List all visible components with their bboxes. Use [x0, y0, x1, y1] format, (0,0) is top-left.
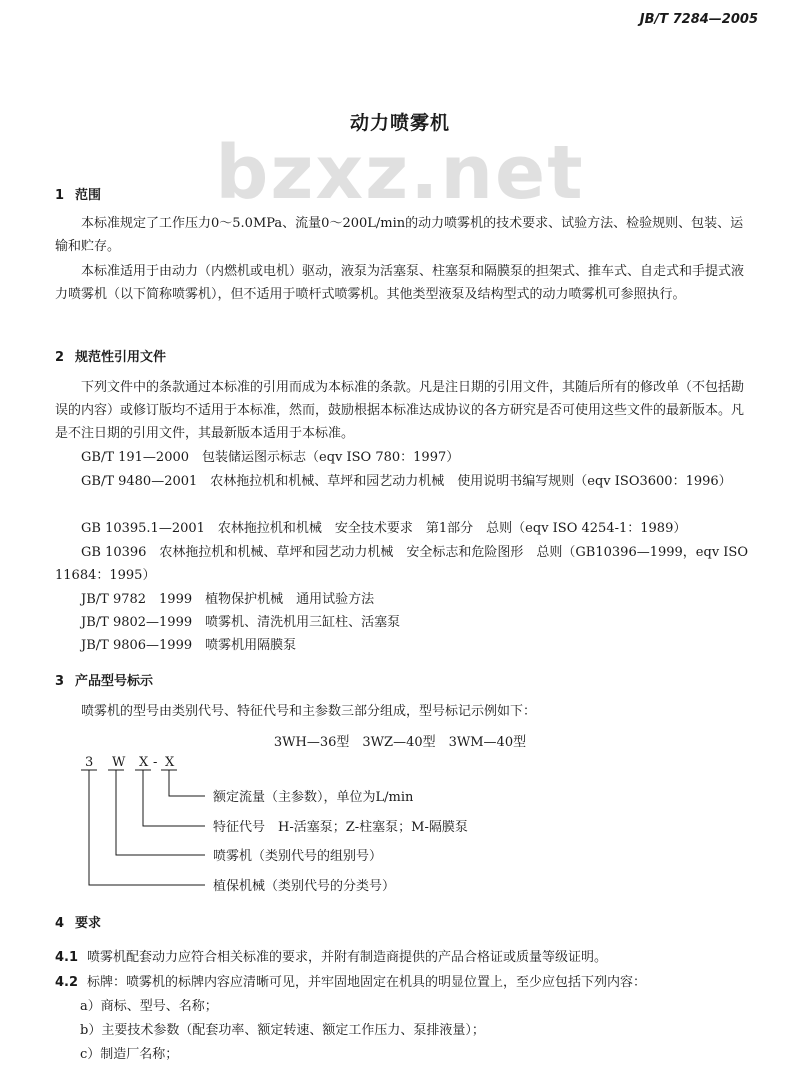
document-title: 动力喷雾机 [349, 112, 450, 134]
paragraph: 喷雾机的型号由类别代号、特征代号和主参数三部分组成，型号标记示例如下： [81, 704, 537, 719]
reference-item: JB/T 9806—1999 喷雾机用隔膜泵 [81, 638, 297, 653]
section-title: 要求 [75, 916, 102, 931]
section-title: 产品型号标示 [75, 674, 154, 689]
model-code-diagram [55, 752, 555, 902]
reference-item: JB/T 9802—1999 喷雾机、清洗机用三缸柱、活塞泵 [81, 615, 401, 630]
reference-item: GB/T 191—2000 包装储运图示标志（eqv ISO 780：1997） [81, 450, 460, 465]
clause-number: 4.1 [55, 950, 79, 965]
section-number: 2 [55, 350, 65, 365]
diagram-label: 喷雾机（类别代号的组别号） [213, 849, 383, 864]
clause-number: 4.2 [55, 975, 79, 990]
list-item: b）主要技术参数（配套功率、额定转速、额定工作压力、泵排液量）； [80, 1023, 485, 1038]
code-char-feature: X [139, 755, 149, 770]
reference-item: GB/T 9480—2001 农林拖拉机和机械、草坪和园艺动力机械 使用说明书编写规则（eqv ISO3600：1996） [81, 474, 732, 489]
section-number: 1 [55, 188, 65, 203]
clause-4-1 [55, 946, 607, 965]
code-char-param: X [165, 755, 175, 770]
leader-line [116, 770, 205, 855]
diagram-label: 特征代号 H-活塞泵；Z-柱塞泵；M-隔膜泵 [213, 820, 468, 835]
leader-line [169, 770, 205, 796]
code-char-group: W [112, 755, 126, 770]
section-title: 范围 [75, 188, 102, 203]
leader-line [89, 770, 205, 885]
clause-text: 喷雾机配套动力应符合相关标准的要求，并附有制造商提供的产品合格证或质量等级证明。 [87, 950, 608, 965]
code-char-category: 3 [85, 755, 94, 770]
list-item: c）制造厂名称； [80, 1047, 179, 1062]
leader-line [143, 770, 205, 826]
list-item: a）商标、型号、名称； [80, 999, 218, 1014]
section-title: 规范性引用文件 [75, 350, 167, 365]
reference-item: JB/T 9782 1999 植物保护机械 通用试验方法 [81, 592, 375, 607]
section-4-heading [55, 912, 101, 931]
clause-text: 标牌：喷雾机的标牌内容应清晰可见，并牢固地固定在机具的明显位置上，至少应包括下列内容： [87, 975, 647, 990]
section-3-heading [55, 670, 153, 689]
diagram-label: 额定流量（主参数），单位为L/min [213, 790, 414, 805]
section-2-heading [55, 346, 166, 365]
section-number: 4 [55, 916, 65, 931]
code-char-dash: - [153, 755, 158, 770]
standard-number: JB/T 7284—2005 [639, 12, 758, 27]
section-number: 3 [55, 674, 65, 689]
watermark: bzxz.net [215, 130, 585, 216]
reference-item: GB 10396 农林拖拉机和机械、草坪和园艺动力机械 安全标志和危险图形 总则（GB10396—1999，eqv ISO 11684：1995） [55, 545, 748, 583]
diagram-label: 植保机械（类别代号的分类号） [213, 879, 396, 894]
reference-item: GB 10395.1—2001 农林拖拉机和机械 安全技术要求 第1部分 总则（eqv ISO 4254-1：1989） [81, 521, 687, 536]
section-1-heading [55, 184, 101, 203]
paragraph: 本标准规定了工作压力0～5.0MPa、流量0～200L/min的动力喷雾机的技术要求、试验方法、检验规则、包装、运输和贮存。 [55, 216, 744, 254]
paragraph: 本标准适用于由动力（内燃机或电机）驱动，液泵为活塞泵、柱塞泵和隔膜泵的担架式、推车式、自走式和手提式液力喷雾机（以下简称喷雾机），但不适用于喷杆式喷雾机。其他类型液泵及结构型式的动力喷雾机可参照执行。 [55, 264, 745, 302]
clause-4-2 [55, 971, 646, 990]
model-examples: 3WH—36型 3WZ—40型 3WM—40型 [273, 735, 527, 750]
paragraph: 下列文件中的条款通过本标准的引用而成为本标准的条款。凡是注日期的引用文件，其随后所有的修改单（不包括勘误的内容）或修订版均不适用于本标准，然而，鼓励根据本标准达成协议的各方研究是否可使用这些文件的最新版本。凡是不注日期的引用文件，其最新版本适用于本标准。 [55, 380, 745, 441]
